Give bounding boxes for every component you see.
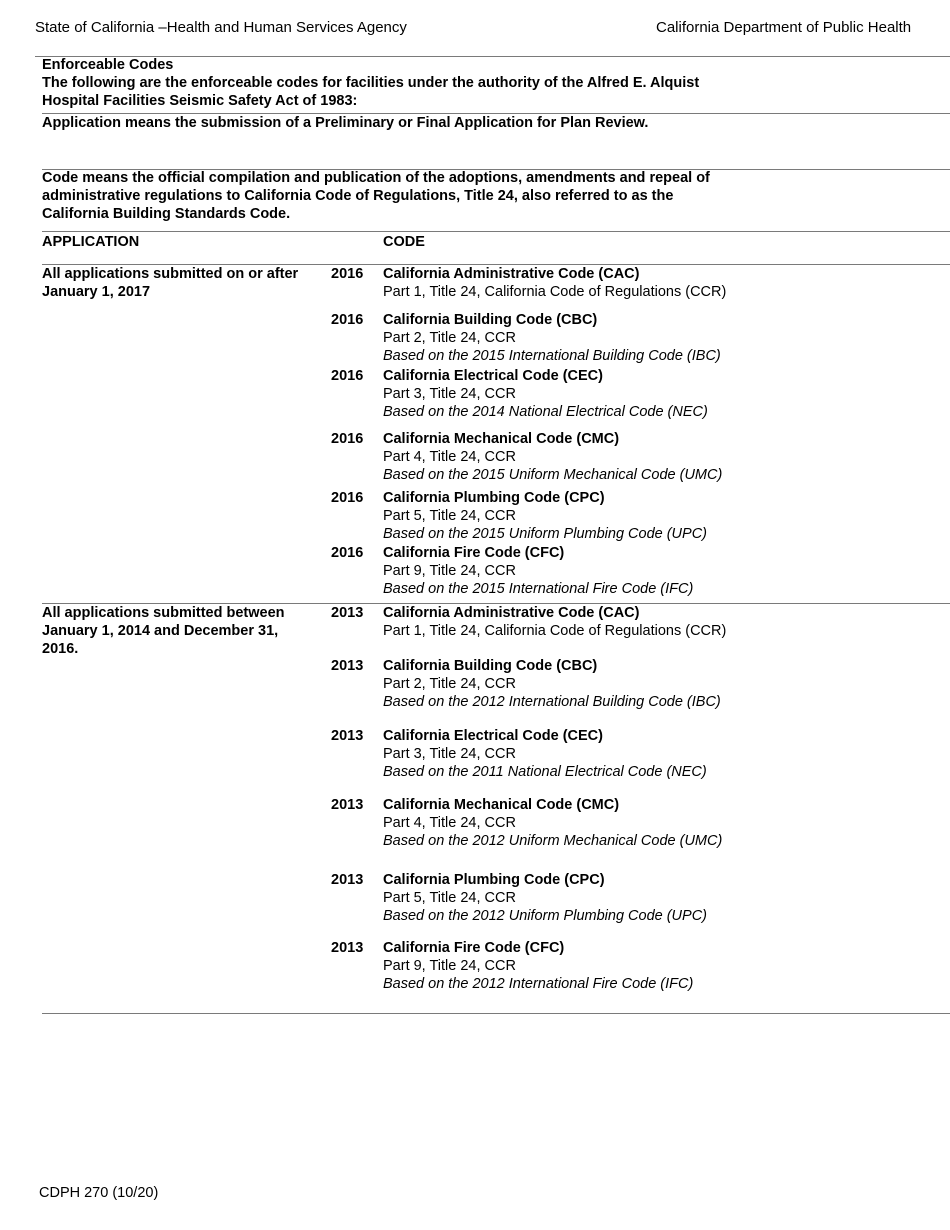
code-basis: Based on the 2012 Uniform Plumbing Code (UPC) [383,908,707,924]
code-year: 2016 [331,545,364,561]
code-part: Part 1, Title 24, California Code of Regulations (CCR) [383,284,727,300]
code-part: Part 3, Title 24, CCR [383,746,516,762]
code-entry [383,796,722,850]
application-period: All applications submitted between January 1, 2014 and December 31, 2016. [42,605,285,657]
code-year: 2016 [331,431,364,447]
form-number: CDPH 270 (10/20) [39,1185,159,1201]
code-part: Part 3, Title 24, CCR [383,386,516,402]
code-entry [383,489,707,543]
code-entry [383,871,707,925]
code-entry [383,657,721,711]
code-part: Part 5, Title 24, CCR [383,890,516,906]
code-year: 2013 [331,605,364,621]
code-part: Part 2, Title 24, CCR [383,330,516,346]
code-year: 2013 [331,940,364,956]
code-title: California Plumbing Code (CPC) [383,872,605,888]
code-part: Part 5, Title 24, CCR [383,508,516,524]
code-part: Part 1, Title 24, California Code of Regulations (CCR) [383,623,727,639]
code-basis: Based on the 2012 International Fire Code (IFC) [383,976,694,992]
code-basis: Based on the 2015 International Fire Code (IFC) [383,581,694,597]
code-basis: Based on the 2015 International Building Code (IBC) [383,348,721,364]
code-basis: Based on the 2014 National Electrical Code (NEC) [383,404,708,420]
code-title: California Building Code (CBC) [383,312,598,328]
code-definition-line-3: California Building Standards Code. [42,206,291,222]
code-entry [383,367,708,421]
code-entry [383,265,726,301]
intro-line-1: The following are the enforceable codes for facilities under the authority of the Alfred E. Alquist [42,75,700,91]
code-basis: Based on the 2011 National Electrical Code (NEC) [383,764,707,780]
code-part: Part 9, Title 24, CCR [383,563,516,579]
code-year: 2013 [331,872,364,888]
code-entry [383,604,726,640]
code-year: 2013 [331,797,364,813]
code-entry [383,430,722,484]
page-title: Enforceable Codes [42,57,174,73]
code-basis: Based on the 2015 Uniform Mechanical Code (UMC) [383,467,723,483]
code-basis: Based on the 2015 Uniform Plumbing Code (UPC) [383,526,707,542]
code-title: California Administrative Code (CAC) [383,605,640,621]
code-definition-line-2: administrative regulations to California Code of Regulations, Title 24, also referred to as the [42,188,674,204]
code-title: California Mechanical Code (CMC) [383,431,620,447]
code-year: 2016 [331,490,364,506]
code-basis: Based on the 2012 International Building Code (IBC) [383,694,721,710]
code-part: Part 4, Title 24, CCR [383,815,516,831]
code-year: 2013 [331,658,364,674]
application-definition: Application means the submission of a Preliminary or Final Application for Plan Review. [42,115,649,131]
code-title: California Electrical Code (CEC) [383,368,603,384]
code-title: California Fire Code (CFC) [383,940,565,956]
header-department: California Department of Public Health [656,19,912,36]
column-header-application: APPLICATION [42,234,140,250]
code-year: 2013 [331,728,364,744]
code-entry [383,939,693,993]
code-title: California Plumbing Code (CPC) [383,490,605,506]
code-part: Part 9, Title 24, CCR [383,958,516,974]
application-period: All applications submitted on or after January 1, 2017 [42,266,299,300]
code-definition-line-1: Code means the official compilation and publication of the adoptions, amendments and repeal of [42,170,710,186]
code-title: California Mechanical Code (CMC) [383,797,620,813]
code-entry [383,727,707,781]
code-title: California Administrative Code (CAC) [383,266,640,282]
code-year: 2016 [331,368,364,384]
code-title: California Fire Code (CFC) [383,545,565,561]
code-title: California Electrical Code (CEC) [383,728,603,744]
header-agency: State of California –Health and Human Services Agency [35,19,407,36]
intro-line-2: Hospital Facilities Seismic Safety Act of 1983: [42,93,358,109]
column-header-code: CODE [383,234,425,250]
code-title: California Building Code (CBC) [383,658,598,674]
code-year: 2016 [331,266,364,282]
code-part: Part 4, Title 24, CCR [383,449,516,465]
table-bottom-divider [42,1013,950,1014]
code-entry [383,544,693,598]
code-year: 2016 [331,312,364,328]
code-part: Part 2, Title 24, CCR [383,676,516,692]
table-divider [42,231,950,232]
code-entry [383,311,721,365]
code-basis: Based on the 2012 Uniform Mechanical Code (UMC) [383,833,723,849]
